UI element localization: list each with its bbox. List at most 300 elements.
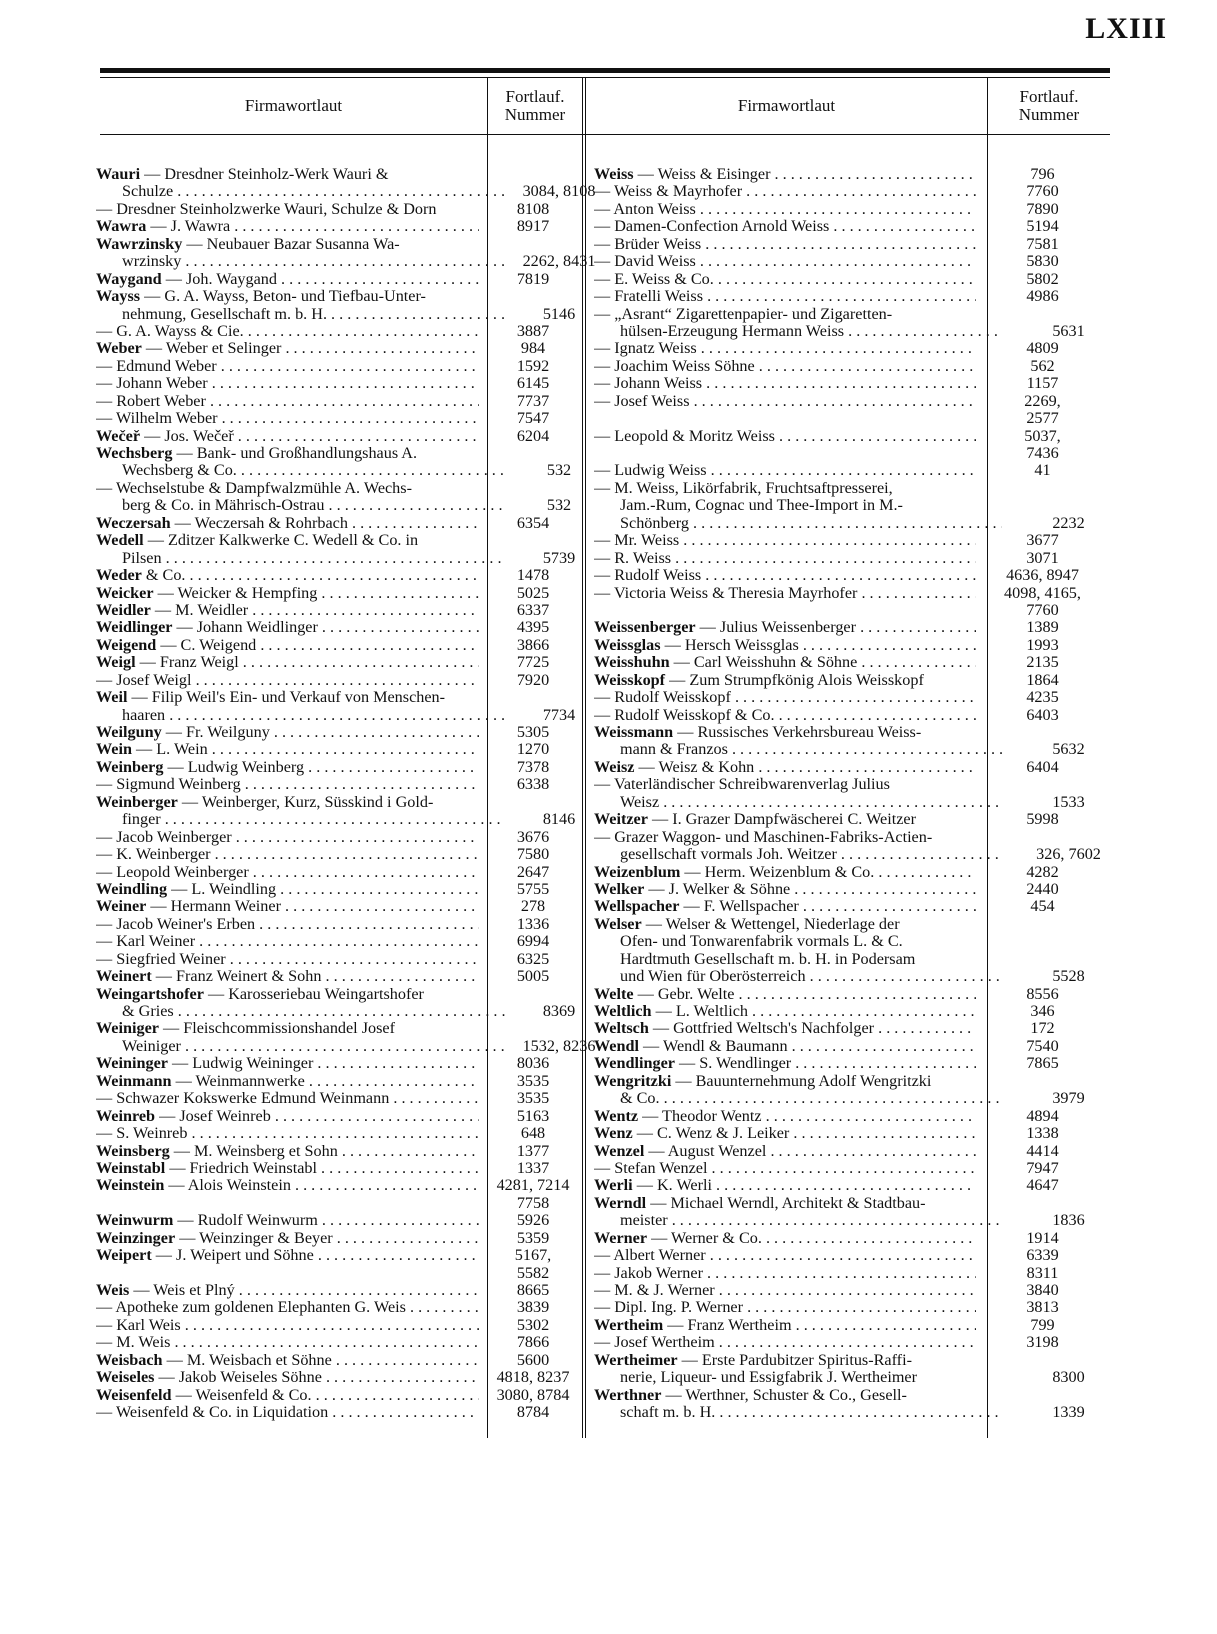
header-firm-left — [100, 78, 487, 134]
entry-firm-name: — Weinmannwerke — [171, 1072, 305, 1090]
entry-firm-name: — Franz Weinert & Sohn — [151, 968, 322, 986]
entry-number: 454 — [1030, 897, 1055, 916]
entry-number: 5582 — [516, 1263, 550, 1282]
entry-keyword: Wendlinger — [594, 1055, 675, 1073]
entry-number: 7758 — [516, 1193, 550, 1212]
header-number-line2: Nummer — [1018, 105, 1080, 124]
entry-firm-name: — Karl Weis — [96, 1316, 181, 1334]
index-entry-row — [96, 741, 613, 758]
entry-number: 1157 — [1026, 374, 1059, 393]
entry-text — [96, 1073, 479, 1090]
entry-text — [594, 1143, 976, 1160]
index-entry-row — [96, 236, 613, 253]
entry-text — [96, 1090, 479, 1107]
entry-firm-name: — M. Weinsberg et Sohn — [169, 1142, 338, 1160]
index-entry-row — [594, 619, 1135, 636]
header-number-line1: Fortlauf. — [1019, 87, 1079, 106]
index-entry-row — [594, 480, 1135, 497]
left-entry-column — [96, 166, 613, 1422]
entry-text — [594, 567, 976, 584]
entry-firm-name: — Victoria Weiss & Theresia Mayrhofer — [594, 584, 858, 602]
header-number-left — [488, 78, 582, 134]
entry-keyword: Weissenberger — [594, 619, 696, 637]
index-entry-row — [96, 1230, 613, 1247]
entry-firm-name: — Werner & Co. — [647, 1229, 762, 1247]
entry-number: 346 — [1030, 1002, 1055, 1020]
header-number-line1: Fortlauf. — [505, 87, 565, 106]
entry-firm-name: — Zum Strumpfkönig Alois Weisskopf — [665, 671, 924, 689]
entry-number: 8369 — [542, 1002, 576, 1020]
entry-text — [594, 1299, 976, 1316]
entry-number: 7760 — [1026, 182, 1059, 201]
entry-text — [96, 898, 479, 915]
entry-keyword: Wawra — [96, 218, 147, 236]
entry-firm-name: — Bauunternehmung Adolf Wengritzki — [671, 1072, 932, 1090]
entry-text — [96, 1108, 479, 1125]
entry-text — [96, 166, 479, 183]
entry-firm-name: — Leopold Weinberger — [96, 863, 249, 881]
entry-number: 1914 — [1026, 1228, 1059, 1247]
entry-keyword: Wechsberg — [96, 445, 173, 462]
entry-text — [594, 375, 976, 392]
entry-text — [594, 846, 1002, 863]
entry-number: 7866 — [516, 1333, 550, 1352]
entry-number: 7737 — [516, 391, 550, 410]
entry-number: 8665 — [516, 1281, 550, 1299]
index-entry-row — [96, 1090, 613, 1107]
entry-number — [479, 166, 587, 183]
entry-text — [594, 916, 976, 933]
entry-text — [96, 1212, 479, 1229]
entry-keyword: Wengritzki — [594, 1072, 672, 1090]
index-entry-row — [96, 1282, 613, 1299]
entry-number: 1836 — [1052, 1211, 1085, 1230]
index-entry-row — [594, 1369, 1135, 1386]
entry-text — [96, 288, 479, 305]
index-entry-row — [594, 672, 1135, 689]
index-entry-row — [96, 829, 613, 846]
index-entry-row — [594, 1143, 1135, 1160]
entry-text — [594, 707, 976, 724]
entry-keyword: Weissmann — [594, 724, 674, 741]
entry-text — [96, 689, 479, 706]
header-firm-label: Firmawortlaut — [244, 96, 343, 115]
index-entry-row — [594, 1230, 1135, 1247]
entry-text — [96, 951, 479, 968]
entry-firm-name: — Weczersah & Rohrbach — [170, 514, 348, 532]
entry-number: 4281, 7214 — [496, 1176, 570, 1195]
entry-text — [594, 236, 976, 253]
header-firm-label: Firmawortlaut — [737, 96, 836, 115]
entry-firm-name: — Rudolf Weinwurm — [173, 1212, 318, 1230]
index-entry-row — [594, 689, 1135, 706]
entry-firm-name: — Gottfried Weltsch's Nachfolger — [648, 1020, 875, 1038]
entry-text — [96, 829, 479, 846]
entry-number: 1478 — [516, 566, 550, 585]
entry-text — [96, 428, 479, 445]
index-entry-row — [594, 776, 1135, 793]
index-entry-row — [96, 864, 613, 881]
entry-keyword: Weidlinger — [96, 619, 173, 637]
entry-text — [594, 864, 976, 881]
entry-keyword: Weisshuhn — [594, 654, 670, 672]
index-entry-row — [96, 550, 613, 567]
entry-number: 278 — [520, 897, 546, 916]
entry-text — [96, 968, 479, 985]
entry-firm-name: Jam.-Rum, Cognac und Thee-Import in M.- — [620, 497, 903, 515]
entry-text — [96, 881, 479, 898]
index-entry-row — [594, 410, 1135, 427]
entry-number: 7920 — [516, 670, 550, 689]
entry-number: 2647 — [516, 862, 550, 881]
entry-keyword: Welker — [594, 880, 645, 898]
entry-number: 8917 — [516, 217, 550, 236]
entry-number: 3840 — [1026, 1281, 1059, 1299]
entry-firm-name: — Leopold & Moritz Weiss — [594, 427, 775, 445]
entry-number: 5830 — [1026, 252, 1059, 271]
index-entry-row — [96, 637, 613, 654]
entry-number: 1533 — [1052, 792, 1085, 811]
entry-firm-name: — Mr. Weiss — [594, 532, 680, 550]
index-entry-row — [594, 1055, 1135, 1072]
entry-number — [976, 306, 1109, 323]
entry-keyword: Werthner — [594, 1386, 662, 1404]
entry-firm-name: — Weis et Plný — [129, 1282, 235, 1299]
entry-number: 5167, — [514, 1246, 552, 1265]
entry-number: 3979 — [1052, 1089, 1085, 1108]
entry-number: 7378 — [516, 757, 550, 776]
entry-text — [96, 480, 479, 497]
entry-number: 6325 — [516, 949, 550, 968]
entry-number: 4414 — [1026, 1141, 1059, 1160]
index-entry-row — [96, 410, 613, 427]
entry-number — [479, 532, 587, 549]
index-entry-row — [96, 689, 613, 706]
entry-number: 172 — [1030, 1019, 1055, 1038]
entry-text — [594, 1334, 976, 1351]
index-entry-row — [594, 1317, 1135, 1334]
entry-number: 7734 — [542, 705, 576, 724]
entry-text — [594, 340, 976, 357]
entry-number: 7947 — [1026, 1158, 1059, 1177]
entry-text — [96, 183, 505, 200]
entry-text — [96, 741, 479, 758]
entry-text — [96, 776, 479, 793]
index-entry-row — [96, 1265, 613, 1282]
entry-number: 5163 — [516, 1106, 550, 1125]
index-entry-row — [96, 1247, 613, 1264]
entry-firm-name: — Damen-Confection Arnold Weiss — [594, 218, 830, 236]
entry-text — [96, 759, 479, 776]
entry-text — [594, 881, 976, 898]
index-entry-row — [96, 1177, 613, 1194]
entry-number — [1002, 951, 1135, 968]
index-entry-row — [594, 933, 1135, 950]
entry-text — [594, 986, 976, 1003]
entry-number — [976, 1387, 1109, 1404]
entry-keyword: Weinreb — [96, 1107, 156, 1125]
entry-text — [594, 1055, 976, 1072]
index-entry-row — [594, 532, 1135, 549]
entry-number: 5528 — [1052, 967, 1085, 986]
index-entry-row — [96, 1055, 613, 1072]
entry-firm-name: — August Wenzel — [644, 1142, 767, 1160]
index-entry-row — [96, 951, 613, 968]
entry-keyword: Weiniger — [96, 1020, 159, 1038]
entry-text — [594, 323, 1002, 340]
entry-number: 2232 — [1052, 513, 1085, 532]
entry-firm-name: — Herm. Weizenblum & Co. — [680, 863, 875, 881]
entry-text — [594, 218, 976, 235]
entry-number — [1002, 497, 1135, 514]
entry-text — [594, 637, 976, 654]
entry-text — [96, 1282, 479, 1299]
entry-keyword: Weisenfeld — [96, 1386, 172, 1404]
entry-firm-name: — Dresdner Steinholzwerke Wauri, Schulze & Dorn — [96, 200, 437, 218]
entry-firm-name: — G. A. Wayss, Beton- und Tiefbau-Unter- — [140, 288, 426, 306]
entry-firm-name: — J. Weipert und Söhne — [151, 1247, 314, 1265]
index-entry-row — [96, 654, 613, 671]
entry-text — [96, 846, 479, 863]
index-entry-row — [96, 323, 613, 340]
entry-number: 1339 — [1052, 1403, 1085, 1422]
entry-text — [594, 515, 1002, 532]
entry-number: 799 — [1030, 1315, 1055, 1334]
entry-text — [594, 1247, 976, 1264]
index-entry-row — [96, 1404, 613, 1421]
entry-text — [594, 201, 976, 218]
entry-keyword: Wayss — [96, 288, 141, 306]
entry-number: 648 — [520, 1124, 546, 1143]
entry-keyword: Weltsch — [594, 1020, 649, 1038]
entry-text — [594, 410, 976, 427]
entry-text — [594, 811, 976, 828]
index-entry-row — [594, 1195, 1135, 1212]
entry-text — [96, 1334, 479, 1351]
entry-firm-name: Schulze — [122, 183, 174, 201]
index-entry-row — [594, 794, 1135, 811]
entry-firm-name: — David Weiss — [594, 253, 696, 271]
entry-text — [594, 1282, 976, 1299]
header-number-line2: Nummer — [504, 105, 566, 124]
entry-firm-name: — M. & J. Werner — [594, 1282, 715, 1299]
index-entry-row — [96, 358, 613, 375]
entry-keyword: Werndl — [594, 1194, 647, 1212]
entry-firm-name: — Gebr. Welte — [633, 985, 735, 1003]
entry-text — [594, 462, 976, 479]
entry-firm-name: — Josef Weigl — [96, 671, 192, 689]
entry-firm-name: — Ludwig Weininger — [167, 1055, 314, 1073]
entry-text — [594, 672, 976, 689]
entry-firm-name: — M. Weis — [96, 1334, 171, 1352]
entry-text — [96, 916, 479, 933]
entry-text — [96, 1160, 479, 1177]
entry-text — [96, 1195, 479, 1212]
entry-number: 326, 7602 — [1036, 845, 1101, 864]
entry-number: 5359 — [516, 1228, 550, 1247]
entry-number: 7540 — [1026, 1036, 1059, 1055]
entry-text — [594, 306, 976, 323]
index-entry-row — [594, 829, 1135, 846]
index-entry-row — [594, 951, 1135, 968]
entry-firm-name: hülsen-Erzeugung Hermann Weiss — [620, 322, 845, 340]
entry-text — [594, 393, 976, 410]
index-entry-row — [594, 864, 1135, 881]
entry-number: 1993 — [1026, 635, 1059, 654]
entry-firm-name: — Werthner, Schuster & Co., Gesell- — [661, 1386, 907, 1404]
index-entry-row — [96, 724, 613, 741]
entry-text — [594, 1352, 976, 1369]
entry-number: 5302 — [516, 1315, 550, 1334]
entry-text — [594, 480, 976, 497]
entry-firm-name: — Friedrich Weinstabl — [165, 1159, 317, 1177]
index-entry-row — [96, 585, 613, 602]
entry-firm-name: finger — [122, 811, 161, 829]
entry-text — [96, 1247, 479, 1264]
entry-firm-name: — Weinzinger & Beyer — [175, 1229, 333, 1247]
index-entry-row — [594, 253, 1135, 270]
entry-number: 984 — [520, 339, 546, 358]
entry-firm-name: — E. Weiss & Co. — [594, 270, 714, 288]
entry-number: 3198 — [1026, 1333, 1059, 1352]
entry-firm-name: — F. Wellspacher — [679, 898, 799, 916]
entry-text — [594, 951, 1002, 968]
entry-text — [594, 271, 976, 288]
entry-number: 4647 — [1026, 1176, 1059, 1195]
entry-keyword: Weisbach — [96, 1351, 163, 1369]
entry-firm-name: — Jakob Weiseles Söhne — [154, 1369, 322, 1387]
entry-text — [594, 776, 976, 793]
index-entry-row — [594, 1090, 1135, 1107]
entry-number — [976, 1073, 1109, 1090]
index-entry-row — [594, 236, 1135, 253]
entry-number: 4395 — [516, 618, 550, 637]
entry-firm-name: — Apotheke zum goldenen Elephanten G. Weis — [96, 1299, 406, 1317]
index-entry-row — [96, 462, 613, 479]
entry-firm-name: Hardtmuth Gesellschaft m. b. H. in Podersam — [620, 950, 916, 968]
entry-firm-name: — Josef Wertheim — [594, 1334, 715, 1352]
index-entry-row — [594, 166, 1135, 183]
entry-firm-name: — I. Grazer Dampfwäscherei C. Weitzer — [647, 811, 916, 829]
index-entry-row — [594, 515, 1135, 532]
index-entry-row — [594, 585, 1135, 602]
entry-number — [479, 1020, 587, 1037]
entry-number: 562 — [1030, 356, 1055, 375]
entry-number: 5631 — [1052, 321, 1085, 340]
entry-keyword: Weissglas — [594, 636, 661, 654]
entry-text — [96, 1230, 479, 1247]
entry-number: 3887 — [516, 321, 550, 340]
entry-text — [96, 462, 505, 479]
index-entry-row — [96, 707, 613, 724]
index-entry-row — [96, 1212, 613, 1229]
entry-text — [594, 1108, 976, 1125]
entry-number: 4235 — [1026, 688, 1059, 707]
entry-firm-name: — Erste Pardubitzer Spiritus-Raffi- — [677, 1351, 912, 1369]
entry-keyword: Weiseles — [96, 1369, 155, 1387]
entry-text — [96, 532, 479, 549]
entry-keyword: Weiner — [96, 898, 147, 916]
entry-firm-name: — Wendl & Baumann — [638, 1037, 788, 1055]
entry-firm-name: — Filip Weil's Ein- und Verkauf von Menschen- — [127, 689, 446, 707]
entry-firm-name: — S. Weinreb — [96, 1125, 188, 1143]
index-entry-row — [96, 183, 613, 200]
entry-firm-name: — M. Weiss, Likörfabrik, Fruchtsaftpresserei, — [594, 479, 893, 497]
entry-text — [594, 1003, 976, 1020]
index-entry-row — [594, 1387, 1135, 1404]
entry-text — [594, 1020, 976, 1037]
entry-number: 4098, 4165, — [1004, 583, 1081, 602]
entry-number — [976, 776, 1109, 793]
entry-firm-name: — M. Weisbach et Söhne — [162, 1351, 332, 1369]
entry-keyword: Waygand — [96, 270, 162, 288]
index-entry-row — [594, 1038, 1135, 1055]
index-entry-row — [594, 637, 1135, 654]
entry-text — [96, 358, 479, 375]
entry-text — [594, 689, 976, 706]
entry-firm-name: — Welser & Wettengel, Niederlage der — [641, 915, 900, 933]
header-firm-right — [586, 78, 987, 134]
entry-keyword: Wawrzinsky — [96, 235, 183, 253]
index-entry-row — [594, 986, 1135, 1003]
entry-firm-name: und Wien für Oberösterreich — [620, 968, 806, 986]
index-entry-row — [594, 916, 1135, 933]
entry-text — [96, 375, 479, 392]
entry-firm-name: — J. Welker & Söhne — [644, 880, 791, 898]
entry-text — [594, 724, 976, 741]
entry-text — [96, 602, 479, 619]
index-entry-row — [96, 480, 613, 497]
entry-firm-name: Weiniger — [122, 1037, 181, 1055]
entry-firm-name: berg & Co. in Mährisch-Ostrau — [122, 497, 325, 515]
index-entry-row — [594, 1177, 1135, 1194]
entry-firm-name: — Brüder Weiss — [594, 235, 702, 253]
entry-firm-name: — Anton Weiss — [594, 200, 696, 218]
entry-firm-name: — Stefan Wenzel — [594, 1159, 708, 1177]
entry-number: 3839 — [516, 1298, 550, 1317]
entry-firm-name: — L. Wein — [131, 741, 208, 759]
entry-number: 8108 — [516, 199, 550, 218]
entry-text — [594, 358, 976, 375]
entry-text — [594, 288, 976, 305]
entry-keyword: Wečeř — [96, 427, 141, 445]
entry-text — [594, 968, 1002, 985]
entry-number — [976, 1352, 1109, 1369]
entry-text — [96, 218, 479, 235]
index-entry-row — [594, 741, 1135, 758]
entry-text — [594, 1212, 1002, 1229]
index-entry-row — [594, 183, 1135, 200]
entry-text — [594, 532, 976, 549]
header-rule — [100, 134, 1110, 135]
entry-firm-name: — Theodor Wentz — [638, 1107, 762, 1125]
entry-number — [976, 916, 1109, 933]
entry-firm-name: mann & Franzos — [620, 741, 728, 759]
entry-keyword: Weicker — [96, 584, 154, 602]
index-entry-row — [594, 898, 1135, 915]
index-entry-row — [96, 1125, 613, 1142]
entry-number: 6337 — [516, 600, 550, 619]
entry-text — [594, 933, 1002, 950]
index-entry-row — [96, 933, 613, 950]
entry-firm-name: & Co. — [141, 567, 186, 585]
entry-number: 41 — [1034, 461, 1051, 480]
entry-firm-name: — K. Weinberger — [96, 846, 211, 864]
entry-firm-name: — Edmund Weber — [96, 357, 217, 375]
index-entry-row — [96, 253, 613, 270]
entry-keyword: Weinberger — [96, 793, 178, 811]
entry-keyword: Weinsberg — [96, 1142, 170, 1160]
